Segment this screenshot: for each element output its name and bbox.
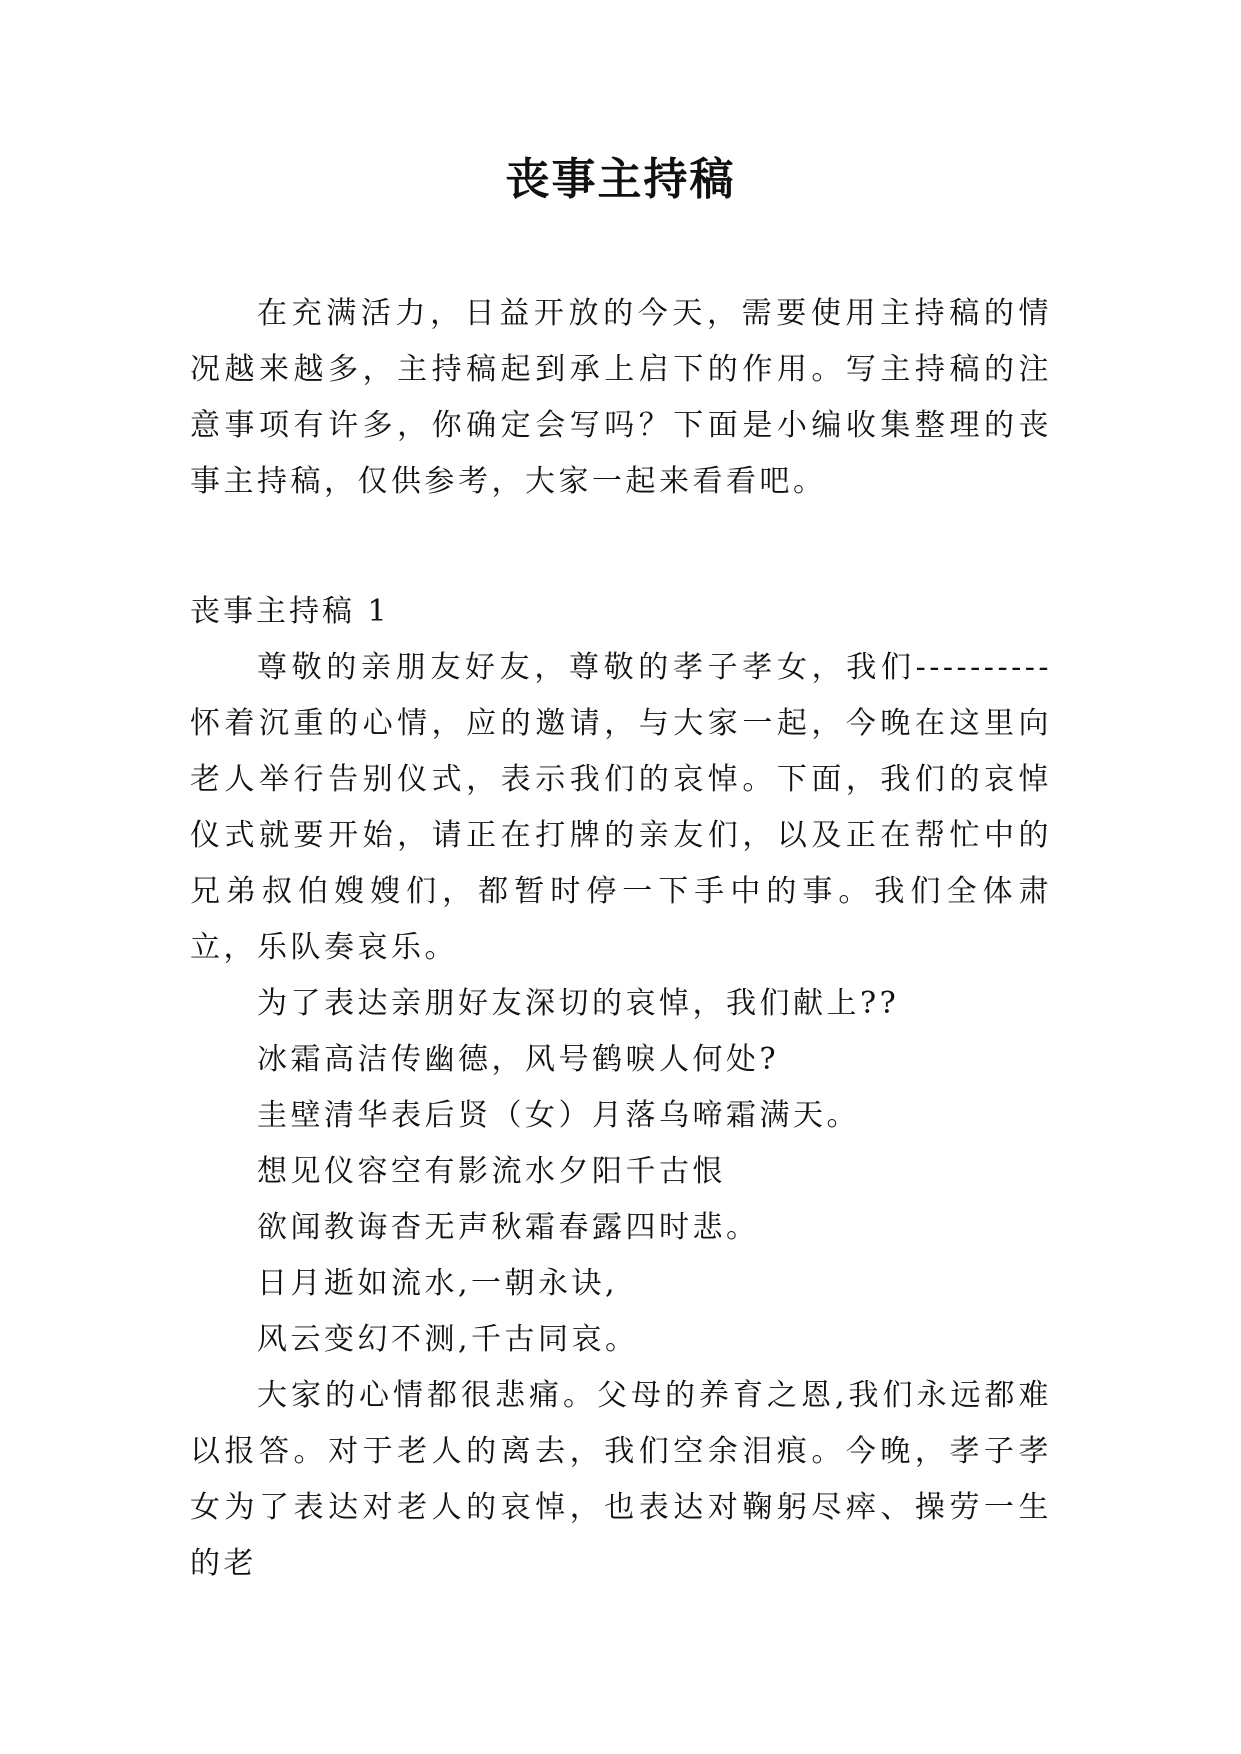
intro-block — [190, 286, 1052, 510]
intro-paragraph: 在充满活力，日益开放的今天，需要使用主持稿的情况越来越多，主持稿起到承上启下的作用。写主持稿的注意事项有许多，你确定会写吗？下面是小编收集整理的丧事主持稿，仅供参考，大家一起来看看吧。 — [190, 296, 1052, 499]
section-block — [190, 584, 1052, 1592]
verse-line: 欲闻教诲杳无声秋霜春露四时悲。 — [257, 1210, 760, 1245]
document-title: 丧事主持稿 — [505, 154, 736, 205]
section-heading: 丧事主持稿 1 — [190, 594, 390, 629]
verse-line: 风云变幻不测,千古同哀。 — [257, 1322, 639, 1357]
verse-line: 冰霜高洁传幽德，风号鹤唳人何处? — [257, 1042, 780, 1077]
opening-paragraph: 尊敬的亲朋友好友，尊敬的孝子孝女，我们----------怀着沉重的心情，应的邀请，与大家一起，今晚在这里向老人举行告别仪式，表示我们的哀悼。下面，我们的哀悼仪式就要开始，请正在打牌的亲友们，以及正在帮忙中的兄弟叔伯嫂嫂们，都暂时停一下手中的事。我们全体肃立，乐队奏哀乐。 — [190, 650, 1052, 965]
verse-line: 想见仪容空有影流水夕阳千古恨 — [257, 1154, 726, 1189]
verse-line: 圭壁清华表后贤（女）月落乌啼霜满天。 — [257, 1098, 860, 1133]
verse-line: 日月逝如流水,一朝永诀, — [257, 1266, 619, 1301]
closing-paragraph: 大家的心情都很悲痛。父母的养育之恩,我们永远都难以报答。对于老人的离去，我们空余泪痕。今晚，孝子孝女为了表达对老人的哀悼，也表达对鞠躬尽瘁、操劳一生的老 — [190, 1378, 1052, 1581]
verse-line: 为了表达亲朋好友深切的哀悼，我们献上?? — [257, 986, 900, 1021]
